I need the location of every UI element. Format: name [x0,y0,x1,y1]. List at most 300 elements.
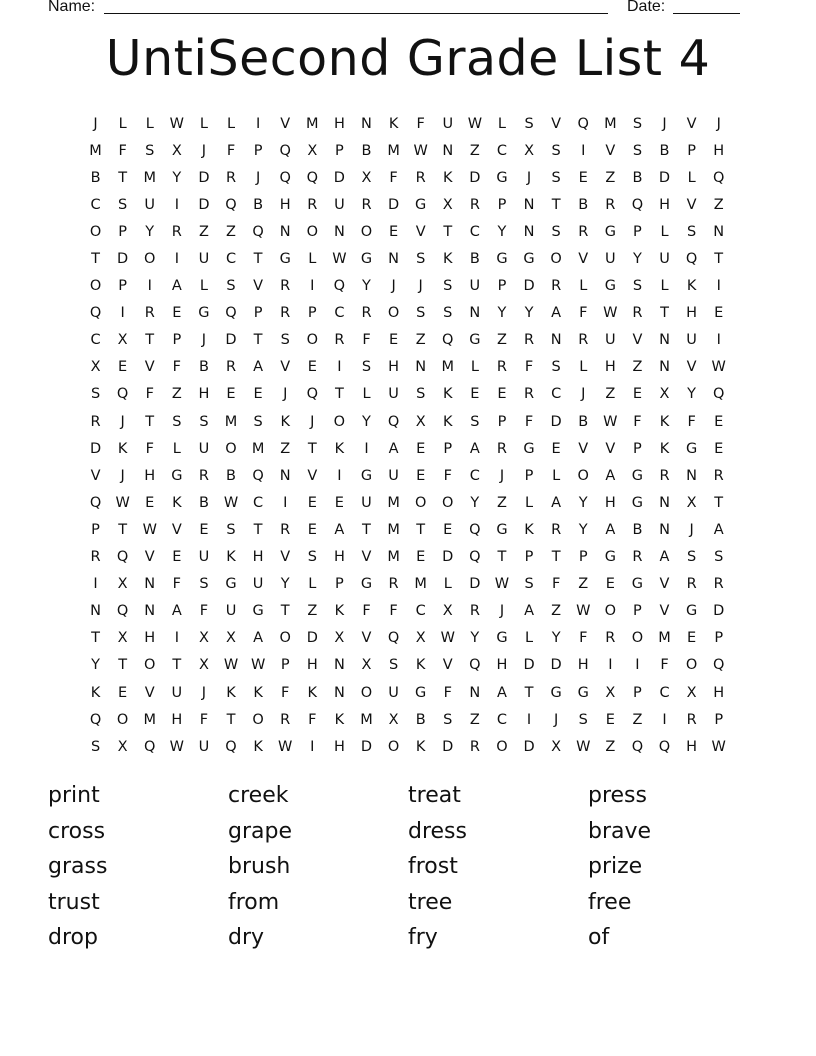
grid-cell[interactable]: M [143,711,156,728]
grid-cell[interactable]: E [416,549,426,566]
grid-cell[interactable]: C [253,494,264,511]
grid-cell[interactable]: T [334,386,344,403]
grid-cell[interactable]: U [388,467,399,484]
grid-cell[interactable]: J [283,386,288,403]
grid-cell[interactable]: P [91,521,100,538]
grid-cell[interactable]: U [361,494,372,511]
grid-cell[interactable]: P [578,549,588,566]
grid-cell[interactable]: C [90,332,101,349]
grid-cell[interactable]: R [469,196,480,213]
grid-cell[interactable]: C [415,603,426,620]
grid-cell[interactable]: G [604,223,616,240]
grid-cell[interactable]: Z [496,494,507,511]
grid-cell[interactable]: A [334,521,345,538]
grid-cell[interactable]: G [496,169,508,186]
grid-cell[interactable]: E [226,386,236,403]
grid-cell[interactable]: S [524,115,534,132]
grid-cell[interactable]: V [578,440,589,457]
grid-cell[interactable]: N [279,467,291,484]
grid-cell[interactable]: Z [469,142,480,159]
grid-cell[interactable]: R [551,521,562,538]
grid-cell[interactable]: R [632,305,643,322]
grid-cell[interactable]: P [280,657,290,674]
grid-cell[interactable]: V [280,115,291,132]
grid-cell[interactable]: C [225,251,237,268]
grid-cell[interactable]: P [443,440,453,457]
grid-cell[interactable]: D [469,169,481,186]
grid-cell[interactable]: Y [687,386,697,403]
grid-cell[interactable]: G [252,603,264,620]
grid-cell[interactable]: R [496,359,507,376]
grid-cell[interactable]: L [552,467,561,484]
grid-cell[interactable]: W [711,359,726,376]
name-field[interactable] [104,13,608,14]
grid-cell[interactable]: T [660,305,669,322]
grid-cell[interactable]: A [659,549,670,566]
grid-cell[interactable]: Q [252,467,264,484]
grid-cell[interactable]: P [307,305,317,322]
grid-cell[interactable]: X [551,738,562,755]
grid-cell[interactable]: G [360,576,373,593]
grid-cell[interactable]: F [226,142,236,159]
grid-cell[interactable]: F [389,603,398,620]
grid-cell[interactable]: Y [470,630,480,647]
grid-cell[interactable]: N [279,223,291,240]
grid-cell[interactable]: L [226,115,236,132]
grid-cell[interactable]: X [686,684,697,701]
grid-cell[interactable]: Y [524,305,534,322]
grid-cell[interactable]: X [442,196,453,213]
grid-cell[interactable]: Q [631,196,644,213]
grid-cell[interactable]: F [281,684,290,701]
grid-cell[interactable]: S [172,413,182,430]
grid-cell[interactable]: S [443,278,453,295]
grid-cell[interactable]: N [523,196,535,213]
grid-cell[interactable]: O [333,413,346,430]
grid-cell[interactable]: A [388,440,399,457]
grid-cell[interactable]: U [388,684,399,701]
grid-cell[interactable]: X [226,630,236,647]
grid-cell[interactable]: W [278,738,293,755]
grid-cell[interactable]: R [144,305,155,322]
grid-cell[interactable]: Q [116,603,129,620]
grid-cell[interactable]: V [605,440,616,457]
grid-cell[interactable]: T [118,169,128,186]
grid-cell[interactable]: C [469,467,480,484]
grid-cell[interactable]: N [550,332,562,349]
grid-cell[interactable]: X [117,576,128,593]
grid-cell[interactable]: R [632,549,643,566]
grid-cell[interactable]: S [443,711,453,728]
grid-cell[interactable]: Q [469,521,481,538]
grid-cell[interactable]: S [280,332,290,349]
grid-cell[interactable]: K [443,169,453,186]
grid-cell[interactable]: V [415,223,426,240]
grid-cell[interactable]: F [660,657,669,674]
grid-cell[interactable]: E [416,440,426,457]
grid-cell[interactable]: S [361,359,372,376]
grid-cell[interactable]: O [414,494,427,511]
grid-cell[interactable]: L [660,223,669,240]
grid-cell[interactable]: L [579,278,588,295]
grid-cell[interactable]: Y [91,657,100,674]
grid-cell[interactable]: M [604,115,617,132]
grid-cell[interactable]: R [524,386,535,403]
grid-cell[interactable]: R [551,278,562,295]
grid-cell[interactable]: V [144,549,155,566]
grid-cell[interactable]: W [440,630,455,647]
grid-cell[interactable]: H [252,549,264,566]
grid-cell[interactable]: K [90,684,101,701]
grid-cell[interactable]: Z [551,603,562,620]
grid-cell[interactable]: W [169,115,184,132]
grid-cell[interactable]: D [198,169,210,186]
grid-cell[interactable]: P [172,332,182,349]
grid-cell[interactable]: E [307,359,317,376]
grid-cell[interactable]: I [255,115,261,132]
grid-cell[interactable]: J [391,278,396,295]
grid-cell[interactable]: F [362,603,371,620]
date-field[interactable] [673,13,740,14]
grid-cell[interactable]: B [198,494,209,511]
grid-cell[interactable]: G [523,251,535,268]
grid-cell[interactable]: D [550,657,562,674]
grid-cell[interactable]: C [496,711,508,728]
grid-cell[interactable]: D [523,278,535,295]
grid-cell[interactable]: S [199,413,209,430]
grid-cell[interactable]: U [334,196,345,213]
grid-cell[interactable]: E [632,386,642,403]
grid-cell[interactable]: E [416,467,426,484]
grid-cell[interactable]: M [387,549,400,566]
grid-cell[interactable]: S [145,142,155,159]
grid-cell[interactable]: V [361,630,372,647]
grid-cell[interactable]: R [605,630,616,647]
grid-cell[interactable]: L [118,115,127,132]
grid-cell[interactable]: Z [469,711,480,728]
grid-cell[interactable]: H [279,196,291,213]
grid-cell[interactable]: V [632,332,643,349]
grid-cell[interactable]: R [605,196,616,213]
grid-cell[interactable]: E [253,386,263,403]
grid-cell[interactable]: O [89,223,102,240]
grid-cell[interactable]: J [201,142,207,159]
grid-cell[interactable]: Q [144,738,156,755]
grid-cell[interactable]: Q [577,115,589,132]
grid-cell[interactable]: Y [578,521,588,538]
grid-cell[interactable]: R [578,332,589,349]
grid-cell[interactable]: U [686,332,697,349]
grid-cell[interactable]: C [659,684,670,701]
grid-cell[interactable]: Q [333,278,346,295]
grid-cell[interactable]: P [714,630,724,647]
grid-cell[interactable]: P [687,142,696,159]
grid-cell[interactable]: E [605,711,615,728]
grid-cell[interactable]: N [333,657,345,674]
grid-cell[interactable]: W [576,603,591,620]
grid-cell[interactable]: Q [89,711,102,728]
grid-cell[interactable]: W [603,305,618,322]
grid-cell[interactable]: W [332,251,347,268]
grid-cell[interactable]: K [659,413,670,430]
grid-cell[interactable]: P [335,142,344,159]
grid-cell[interactable]: S [687,223,697,240]
grid-cell[interactable]: X [415,413,426,430]
grid-cell[interactable]: B [578,413,589,430]
grid-cell[interactable]: X [117,332,128,349]
grid-cell[interactable]: G [360,467,373,484]
grid-cell[interactable]: S [307,549,317,566]
grid-cell[interactable]: Q [252,223,264,240]
grid-cell[interactable]: Q [712,657,725,674]
grid-cell[interactable]: S [687,549,697,566]
grid-cell[interactable]: G [469,332,481,349]
grid-cell[interactable]: V [686,115,697,132]
grid-cell[interactable]: T [443,223,453,240]
grid-cell[interactable]: T [714,251,724,268]
grid-cell[interactable]: W [467,115,483,132]
grid-cell[interactable]: U [469,278,481,295]
grid-cell[interactable]: P [497,196,507,213]
grid-cell[interactable]: R [713,576,724,593]
grid-cell[interactable]: K [388,115,399,132]
grid-cell[interactable]: E [172,305,182,322]
grid-cell[interactable]: R [496,440,507,457]
grid-cell[interactable]: J [255,169,261,186]
grid-cell[interactable]: J [689,521,694,538]
grid-cell[interactable]: X [307,142,318,159]
grid-cell[interactable]: N [144,576,156,593]
grid-cell[interactable]: P [335,576,344,593]
grid-cell[interactable]: E [551,440,561,457]
grid-cell[interactable]: N [469,684,481,701]
grid-cell[interactable]: B [659,142,670,159]
grid-cell[interactable]: G [631,494,644,511]
grid-cell[interactable]: W [711,738,726,755]
grid-cell[interactable]: N [361,115,372,132]
grid-cell[interactable]: O [144,251,156,268]
grid-cell[interactable]: O [496,738,508,755]
grid-cell[interactable]: I [147,278,152,295]
grid-cell[interactable]: P [714,711,724,728]
grid-cell[interactable]: R [578,223,589,240]
grid-cell[interactable]: I [93,576,98,593]
grid-cell[interactable]: P [253,142,263,159]
grid-cell[interactable]: P [633,684,642,701]
grid-cell[interactable]: Y [280,576,290,593]
grid-cell[interactable]: K [415,738,426,755]
grid-cell[interactable]: G [415,196,427,213]
grid-cell[interactable]: F [579,630,588,647]
grid-cell[interactable]: Y [578,494,588,511]
grid-cell[interactable]: V [171,521,182,538]
grid-cell[interactable]: H [686,305,698,322]
grid-cell[interactable]: G [496,251,508,268]
grid-cell[interactable]: L [145,115,154,132]
grid-cell[interactable]: F [145,386,154,403]
grid-cell[interactable]: R [280,278,291,295]
grid-cell[interactable]: O [252,711,264,728]
grid-cell[interactable]: J [499,467,505,484]
grid-cell[interactable]: R [686,576,697,593]
grid-cell[interactable]: Y [497,305,507,322]
grid-cell[interactable]: I [310,738,315,755]
grid-cell[interactable]: Y [362,413,371,430]
grid-cell[interactable]: T [280,603,290,620]
grid-cell[interactable]: K [172,494,182,511]
grid-cell[interactable]: I [310,278,315,295]
grid-cell[interactable]: L [308,251,317,268]
grid-cell[interactable]: Z [605,386,616,403]
grid-cell[interactable]: Z [605,169,616,186]
grid-cell[interactable]: G [604,278,616,295]
grid-cell[interactable]: K [686,278,697,295]
grid-cell[interactable]: K [443,386,453,403]
grid-cell[interactable]: B [632,521,643,538]
grid-cell[interactable]: G [631,467,644,484]
grid-cell[interactable]: S [551,359,561,376]
grid-cell[interactable]: S [551,169,561,186]
grid-cell[interactable]: X [361,169,372,186]
grid-cell[interactable]: F [362,332,371,349]
grid-cell[interactable]: D [360,738,373,755]
grid-cell[interactable]: H [333,738,345,755]
grid-cell[interactable]: S [632,278,643,295]
grid-cell[interactable]: Q [225,305,237,322]
grid-cell[interactable]: J [554,711,559,728]
grid-cell[interactable]: I [174,196,179,213]
grid-cell[interactable]: V [361,549,372,566]
grid-cell[interactable]: B [632,169,643,186]
grid-cell[interactable]: L [362,386,371,403]
grid-cell[interactable]: I [283,494,288,511]
grid-cell[interactable]: K [443,413,453,430]
grid-cell[interactable]: T [91,251,100,268]
grid-cell[interactable]: H [577,657,589,674]
grid-cell[interactable]: Q [306,169,318,186]
grid-cell[interactable]: E [605,576,615,593]
grid-cell[interactable]: V [253,278,264,295]
grid-cell[interactable]: F [199,711,209,728]
grid-cell[interactable]: X [659,386,670,403]
grid-cell[interactable]: Z [415,332,426,349]
grid-cell[interactable]: N [523,223,535,240]
grid-cell[interactable]: W [115,494,130,511]
grid-cell[interactable]: O [306,223,318,240]
grid-cell[interactable]: M [387,142,400,159]
grid-cell[interactable]: T [362,521,371,538]
grid-cell[interactable]: Q [279,169,291,186]
grid-cell[interactable]: Y [497,223,507,240]
grid-cell[interactable]: P [497,278,507,295]
grid-cell[interactable]: D [469,576,481,593]
grid-cell[interactable]: K [226,684,236,701]
grid-cell[interactable]: R [361,196,372,213]
grid-cell[interactable]: W [169,738,184,755]
grid-cell[interactable]: U [225,603,237,620]
grid-cell[interactable]: I [716,332,721,349]
grid-cell[interactable]: R [90,549,101,566]
grid-cell[interactable]: S [632,115,643,132]
grid-cell[interactable]: E [118,684,128,701]
grid-cell[interactable]: J [201,332,207,349]
grid-cell[interactable]: S [199,576,209,593]
grid-cell[interactable]: U [171,684,183,701]
grid-cell[interactable]: R [198,467,209,484]
grid-cell[interactable]: I [337,467,342,484]
grid-cell[interactable]: H [604,494,616,511]
grid-cell[interactable]: S [551,223,561,240]
grid-cell[interactable]: R [659,467,670,484]
grid-cell[interactable]: R [361,305,372,322]
grid-cell[interactable]: S [470,413,480,430]
grid-cell[interactable]: D [658,169,671,186]
grid-cell[interactable]: Q [442,332,454,349]
grid-cell[interactable]: E [388,332,399,349]
grid-cell[interactable]: E [118,359,128,376]
grid-cell[interactable]: X [415,630,426,647]
grid-cell[interactable]: E [714,413,724,430]
grid-cell[interactable]: X [361,657,372,674]
grid-cell[interactable]: D [713,603,725,620]
grid-cell[interactable]: R [334,332,345,349]
grid-cell[interactable]: B [415,711,426,728]
grid-cell[interactable]: H [306,657,318,674]
grid-cell[interactable]: I [635,657,640,674]
grid-cell[interactable]: H [496,657,508,674]
grid-cell[interactable]: K [334,603,345,620]
grid-cell[interactable]: Z [198,223,209,240]
grid-cell[interactable]: F [524,413,534,430]
grid-cell[interactable]: E [199,521,209,538]
grid-cell[interactable]: H [198,386,210,403]
grid-cell[interactable]: F [145,440,154,457]
grid-cell[interactable]: R [280,305,291,322]
grid-cell[interactable]: N [415,359,427,376]
grid-cell[interactable]: G [225,576,237,593]
grid-cell[interactable]: O [360,684,373,701]
grid-cell[interactable]: N [659,521,670,538]
grid-cell[interactable]: G [685,440,698,457]
grid-cell[interactable]: U [198,738,210,755]
grid-cell[interactable]: X [686,494,697,511]
grid-cell[interactable]: K [334,440,345,457]
grid-cell[interactable]: G [360,251,373,268]
grid-cell[interactable]: Q [712,386,725,403]
grid-cell[interactable]: G [577,684,589,701]
grid-cell[interactable]: C [496,142,508,159]
grid-cell[interactable]: M [658,630,671,647]
grid-cell[interactable]: O [631,630,644,647]
grid-cell[interactable]: X [388,711,399,728]
grid-cell[interactable]: P [524,549,534,566]
grid-cell[interactable]: L [525,630,534,647]
word-search-grid[interactable] [82,110,732,760]
grid-cell[interactable]: L [470,359,479,376]
grid-cell[interactable]: T [524,684,534,701]
grid-cell[interactable]: L [308,576,317,593]
grid-cell[interactable]: A [171,603,182,620]
grid-cell[interactable]: A [605,467,616,484]
grid-cell[interactable]: T [145,332,155,349]
grid-cell[interactable]: S [416,305,426,322]
grid-cell[interactable]: J [418,278,423,295]
grid-cell[interactable]: R [469,738,480,755]
grid-cell[interactable]: S [416,386,426,403]
grid-cell[interactable]: O [387,305,400,322]
grid-cell[interactable]: R [524,332,535,349]
grid-cell[interactable]: K [280,413,290,430]
